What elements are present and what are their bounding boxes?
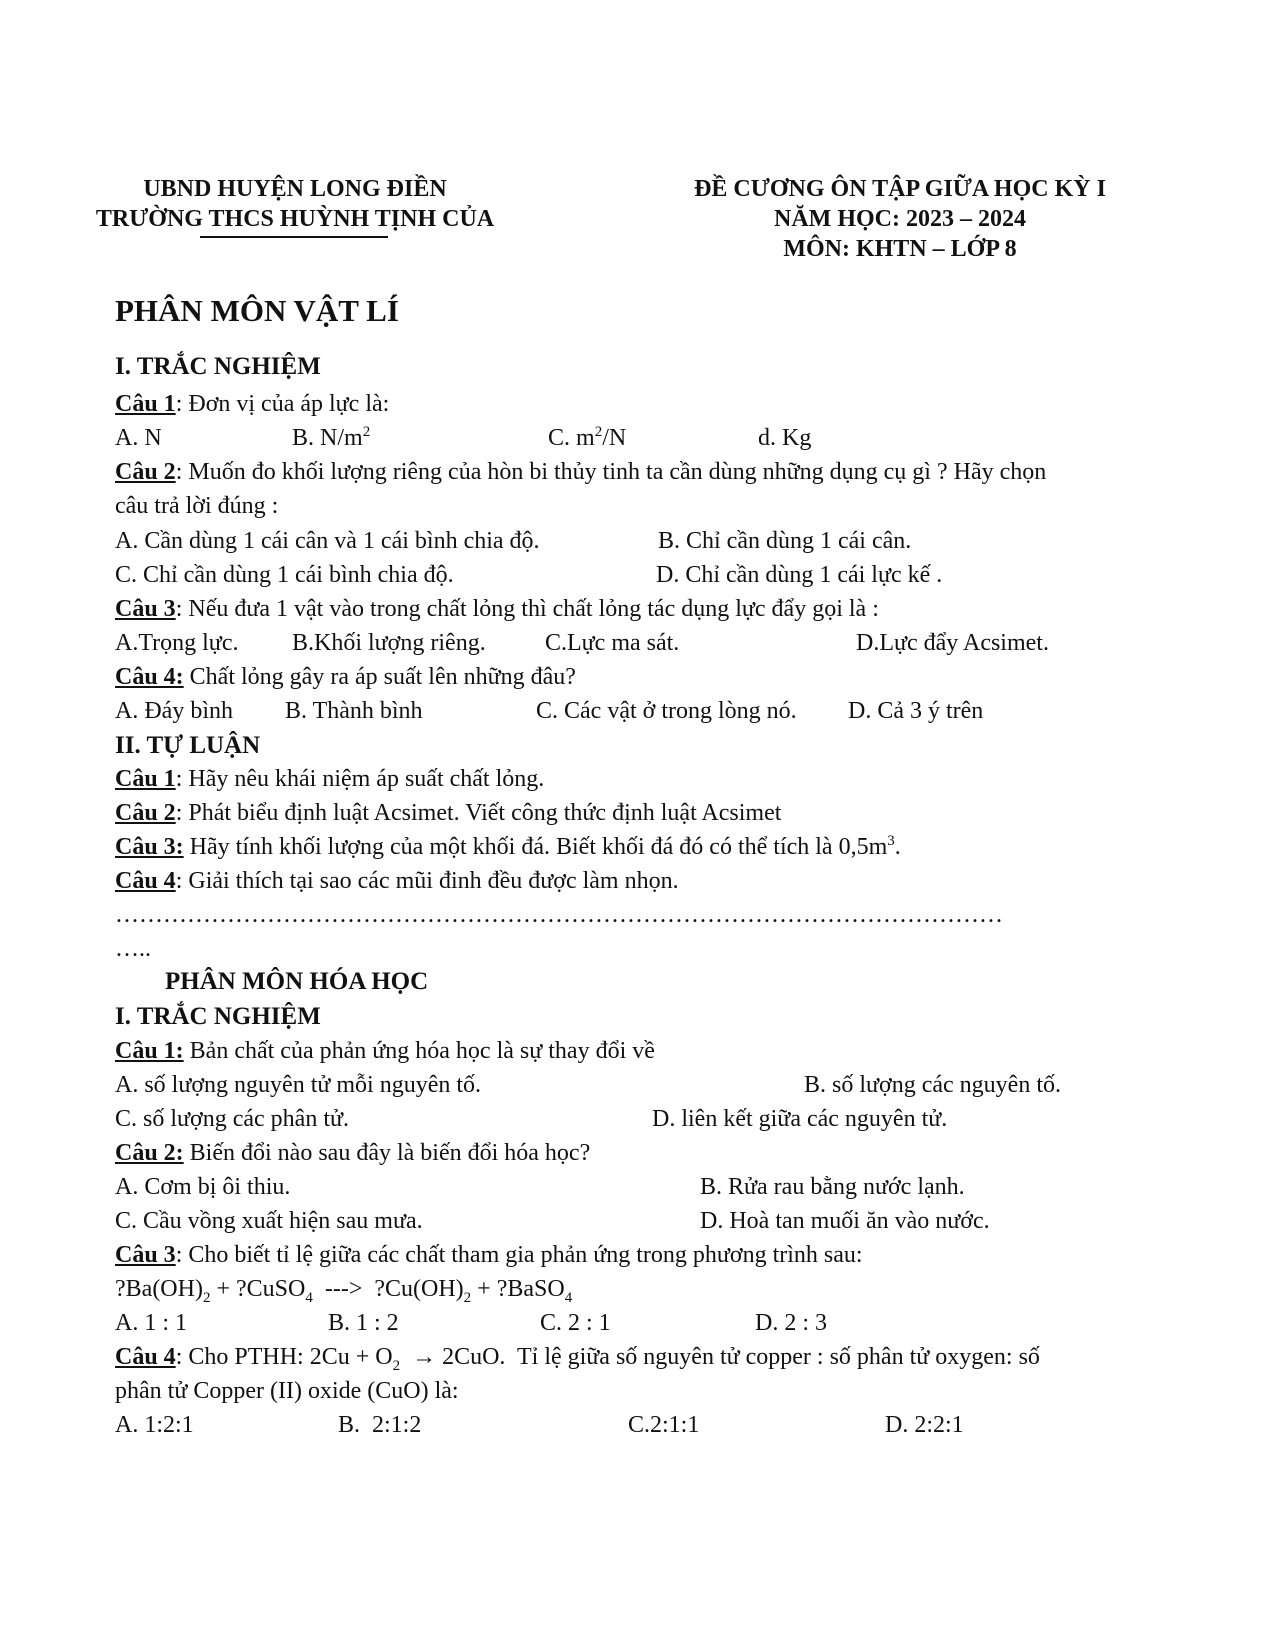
chem-q4-a: A. 1:2:1 [115,1412,194,1438]
physics-essay-q4: Câu 4: Giải thích tại sao các mũi đinh đều được làm nhọn. [115,868,679,894]
physics-q2-a: A. Cần dùng 1 cái cân và 1 cái bình chia độ. [115,528,540,554]
physics-q3-d: D.Lực đẩy Acsimet. [856,630,1049,656]
chem-q3-equation: $?Ba(OH)_2$ + ?CuSO$_4$ ---> $?Cu(OH)_2$ + ?BaSO$_4$ [115,1276,573,1306]
chem-q3-c: C. 2 : 1 [540,1310,611,1336]
physics-mc-heading: I. TRẮC NGHIỆM [115,353,321,380]
physics-essay-heading: II. TỰ LUẬN [115,732,261,759]
physics-q1-b: B. $N/m^2$ [292,424,371,451]
chem-q2-b: B. Rửa rau bằng nước lạnh. [700,1174,965,1200]
physics-q4-b: B. Thành bình [285,698,423,724]
physics-essay-q1: Câu 1: Hãy nêu khái niệm áp suất chất lỏng. [115,766,545,792]
chemistry-mc-heading: I. TRẮC NGHIỆM [115,1003,321,1030]
dotted-line-end: ….. [115,936,151,962]
physics-q1-a: A. N [115,425,162,451]
chem-q3: Câu 3: Cho biết tỉ lệ giữa các chất tham gia phản ứng trong phương trình sau: [115,1242,863,1268]
physics-q4-a: A. Đáy bình [115,698,233,724]
physics-q3-c: C.Lực ma sát. [545,630,680,656]
school-name: TRƯỜNG THCS HUỲNH TỊNH CỦA [95,206,495,232]
chemistry-title: PHÂN MÔN HÓA HỌC [165,968,429,995]
chem-q2: Câu 2: Biến đổi nào sau đây là biến đổi hóa học? [115,1140,591,1166]
chem-q4: Câu 4: Cho PTHH: $2Cu + O_2 \to 2CuO$. Tỉ lệ giữa số nguyên tử copper : số phân tử oxygen: số [115,1344,1040,1374]
chem-q3-b: B. 1 : 2 [328,1310,399,1336]
chem-q1-d: D. liên kết giữa các nguyên tử. [652,1106,948,1132]
physics-q1-c: C. $m^2/N$ [548,424,627,451]
school-district: UBND HUYỆN LONG ĐIỀN [143,176,447,202]
physics-q3-b: B.Khối lượng riêng. [292,630,486,656]
header-underline [200,236,388,238]
chem-q4-d: D. 2:2:1 [885,1412,964,1438]
chem-q2-d: D. Hoà tan muối ăn vào nước. [700,1208,990,1234]
physics-q2-cont: câu trả lời đúng : [115,493,279,519]
chem-q2-c: C. Cầu vồng xuất hiện sau mưa. [115,1208,423,1234]
chem-q1-a: A. số lượng nguyên tử mỗi nguyên tố. [115,1072,482,1098]
chem-q1-b: B. số lượng các nguyên tố. [804,1072,1061,1098]
physics-q1: Câu 1: Đơn vị của áp lực là: [115,391,390,417]
physics-q1-d: d. Kg [758,425,812,451]
physics-q4-c: C. Các vật ở trong lòng nó. [536,698,797,724]
physics-essay-q2: Câu 2: Phát biểu định luật Acsimet. Viết công thức định luật Acsimet [115,800,782,826]
chem-q3-d: D. 2 : 3 [755,1310,827,1336]
school-year: NĂM HỌC: 2023 – 2024 [774,206,1026,232]
chem-q3-a: A. 1 : 1 [115,1310,187,1336]
chem-q1: Câu 1: Bản chất của phản ứng hóa học là sự thay đổi về [115,1038,655,1064]
chem-q1-c: C. số lượng các phân tử. [115,1106,349,1132]
physics-q3-a: A.Trọng lực. [115,630,239,656]
chem-q2-a: A. Cơm bị ôi thiu. [115,1174,291,1200]
physics-q4-d: D. Cả 3 ý trên [848,698,984,724]
physics-title: PHÂN MÔN VẬT LÍ [115,293,399,328]
physics-q2-b: B. Chỉ cần dùng 1 cái cân. [658,528,912,554]
subject-grade: MÔN: KHTN – LỚP 8 [783,236,1017,262]
physics-q2: Câu 2: Muốn đo khối lượng riêng của hòn bi thủy tinh ta cần dùng những dụng cụ gì ? Hãy chọn [115,459,1047,485]
physics-q2-c: C. Chỉ cần dùng 1 cái bình chia độ. [115,562,454,588]
physics-essay-q3: Câu 3: Hãy tính khối lượng của một khối đá. Biết khối đá đó có thể tích là $0,5m^3$. [115,833,901,860]
physics-q3: Câu 3: Nếu đưa 1 vật vào trong chất lỏng thì chất lỏng tác dụng lực đẩy gọi là : [115,596,879,622]
dotted-line: ………………………………………………………………………………………………… [115,902,1003,928]
chem-q4-b: B. 2:1:2 [338,1412,422,1438]
document-title: ĐỀ CƯƠNG ÔN TẬP GIỮA HỌC KỲ I [694,176,1106,202]
physics-q4: Câu 4: Chất lỏng gây ra áp suất lên những đâu? [115,664,576,690]
chem-q4-c: C.2:1:1 [628,1412,700,1438]
chem-q4-cont: phân tử Copper (II) oxide (CuO) là: [115,1378,459,1404]
physics-q2-d: D. Chỉ cần dùng 1 cái lực kế . [656,562,943,588]
